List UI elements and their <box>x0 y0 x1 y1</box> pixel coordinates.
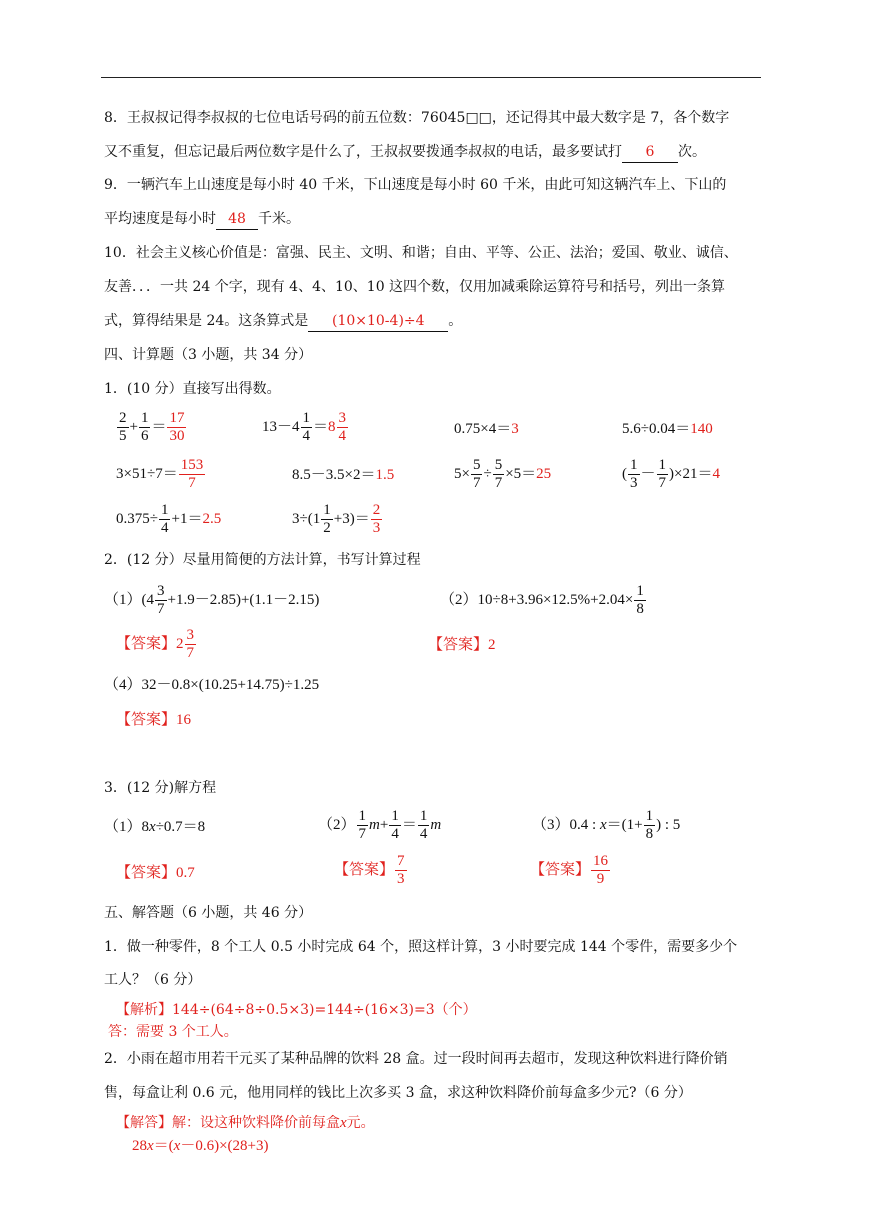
expr-4-answer: 140 <box>690 421 713 437</box>
q3-part2: （2） $\frac{1}{7}$ m+ $\frac{1}{4}$ ＝ $\frac{1}{4}$ m <box>318 808 442 842</box>
expr-2: 13－4 $\frac{1}{4}$ ＝8 $\frac{3}{4}$ <box>262 410 347 444</box>
q8-line2: 又不重复，但忘记最后两位数字是什么了，王叔叔要拨通李叔叔的电话，最多要试打 6 次。 <box>104 142 706 163</box>
s5-q1-line2: 工人？（6 分） <box>104 972 202 988</box>
s5-q2-line2: 售，每盒让利 0.6 元，他用同样的钱比上次多买 3 盒，求这种饮料降价前每盒多少元?（6 分） <box>104 1085 692 1101</box>
s5-q2-line1: 2．小雨在超市用若干元买了某种品牌的饮料 28 盒。过一段时间再去超市，发现这种饮料进行降价销 <box>104 1051 728 1067</box>
s4-q3-title: 3．(12 分)解方程 <box>104 780 217 796</box>
q2-part1: （1）(4 $\frac{3}{7}$ +1.9－2.85)+(1.1－2.15) <box>104 583 320 617</box>
s5-q1-line1: 1．做一种零件，8 个工人 0.5 小时完成 64 个，照这样计算，3 小时要完成 144 个零件，需要多少个 <box>104 939 738 955</box>
q9-line2: 平均速度是每小时 48 千米。 <box>104 209 300 230</box>
expr-9-answer: 2.5 <box>202 510 222 527</box>
s5-q2-equation: 28x＝(x－0.6)×(28+3) <box>132 1138 269 1154</box>
section5-title: 五、解答题（6 小题，共 46 分） <box>104 905 313 921</box>
expr-1-answer: $\frac{17}{30}$ <box>169 410 185 444</box>
expr-2-answer: 8 <box>328 418 336 435</box>
expr-7: 5× $\frac{5}{7}$ ÷ $\frac{5}{7}$ ×5＝25 <box>454 457 552 491</box>
s5-q1-answer: 答：需要 3 个工人。 <box>108 1024 238 1040</box>
expr-4: 5.6÷0.04＝140 <box>622 421 713 437</box>
q8-answer: 6 <box>622 142 678 163</box>
expr-6-answer: 1.5 <box>375 467 395 483</box>
s5-q1-solution: 【解析】144÷(64÷8÷0.5×3)=144÷(16×3)=3（个） <box>116 1002 477 1018</box>
expr-5-answer: $\frac{153}{7}$ <box>180 457 204 491</box>
expr-8: ( $\frac{1}{3}$ － $\frac{1}{7}$ )×21＝4 <box>622 457 720 491</box>
expr-7-answer: 25 <box>536 465 552 482</box>
expr-10-answer: $\frac{2}{3}$ <box>372 502 381 536</box>
q3-part3-answer: 【答案】 $\frac{16}{9}$ <box>530 853 609 887</box>
s4-q2-title: 2．(12 分）尽量用简便的方法计算，书写计算过程 <box>104 552 421 568</box>
expr-8-answer: 4 <box>712 465 720 482</box>
q2-part2-answer: 【答案】2 <box>428 637 496 653</box>
q3-part1: （1）8x÷0.7＝8 <box>104 819 206 835</box>
q3-part1-answer: 【答案】0.7 <box>116 865 195 881</box>
q8-line1: 8．王叔叔记得李叔叔的七位电话号码的前五位数：76045□□，还记得其中最大数字是 7，各个数字 <box>104 110 730 126</box>
section4-title: 四、计算题（3 小题，共 34 分） <box>104 347 313 363</box>
expr-3-answer: 3 <box>511 421 519 437</box>
expr-5: 3×51÷7＝ $\frac{153}{7}$ <box>116 457 204 491</box>
q2-part1-answer: 【答案】2 $\frac{3}{7}$ <box>116 627 195 661</box>
expr-1: $\frac{2}{5}$ + $\frac{1}{6}$ ＝ $\frac{17}{30}$ <box>119 410 185 444</box>
header-rule <box>101 77 761 78</box>
q10-line1: 10．社会主义核心价值是：富强、民主、文明、和谐；自由、平等、公正、法治；爱国、敬业、诚信、 <box>104 245 738 261</box>
q3-part2-answer: 【答案】 $\frac{7}{3}$ <box>334 853 405 887</box>
expr-9: 0.375÷ $\frac{1}{4}$ +1＝2.5 <box>116 502 222 536</box>
s5-q2-solution: 【解答】解：设这种饮料降价前每盒x元。 <box>116 1115 375 1131</box>
q9-answer: 48 <box>216 209 258 230</box>
q2-part2: （2）10÷8+3.96×12.5%+2.04× $\frac{1}{8}$ <box>440 583 644 617</box>
q2-part4-answer: 【答案】16 <box>116 712 192 728</box>
expr-6: 8.5－3.5×2＝1.5 <box>292 467 395 483</box>
expr-3: 0.75×4＝3 <box>454 421 519 437</box>
s4-q1-title: 1．(10 分）直接写出得数。 <box>104 381 281 397</box>
q10-answer: (10×10-4)÷4 <box>308 311 448 332</box>
expr-10: 3÷(1 $\frac{1}{2}$ +3)＝ $\frac{2}{3}$ <box>292 502 381 536</box>
q2-part4: （4）32－0.8×(10.25+14.75)÷1.25 <box>104 677 320 693</box>
q9-line1: 9．一辆汽车上山速度是每小时 40 千米，下山速度是每小时 60 千米，由此可知这辆汽车上、下山的 <box>104 177 727 193</box>
q3-part3: （3）0.4 : x＝(1+ $\frac{1}{8}$ ) : 5 <box>532 808 681 842</box>
q10-line2: 友善．．．一共 24 个字，现有 4、4、10、10 这四个数，仅用加减乘除运算符号和括号，列出一条算 <box>104 279 726 295</box>
q10-line3: 式，算得结果是 24。这条算式是 (10×10-4)÷4 。 <box>104 311 462 332</box>
